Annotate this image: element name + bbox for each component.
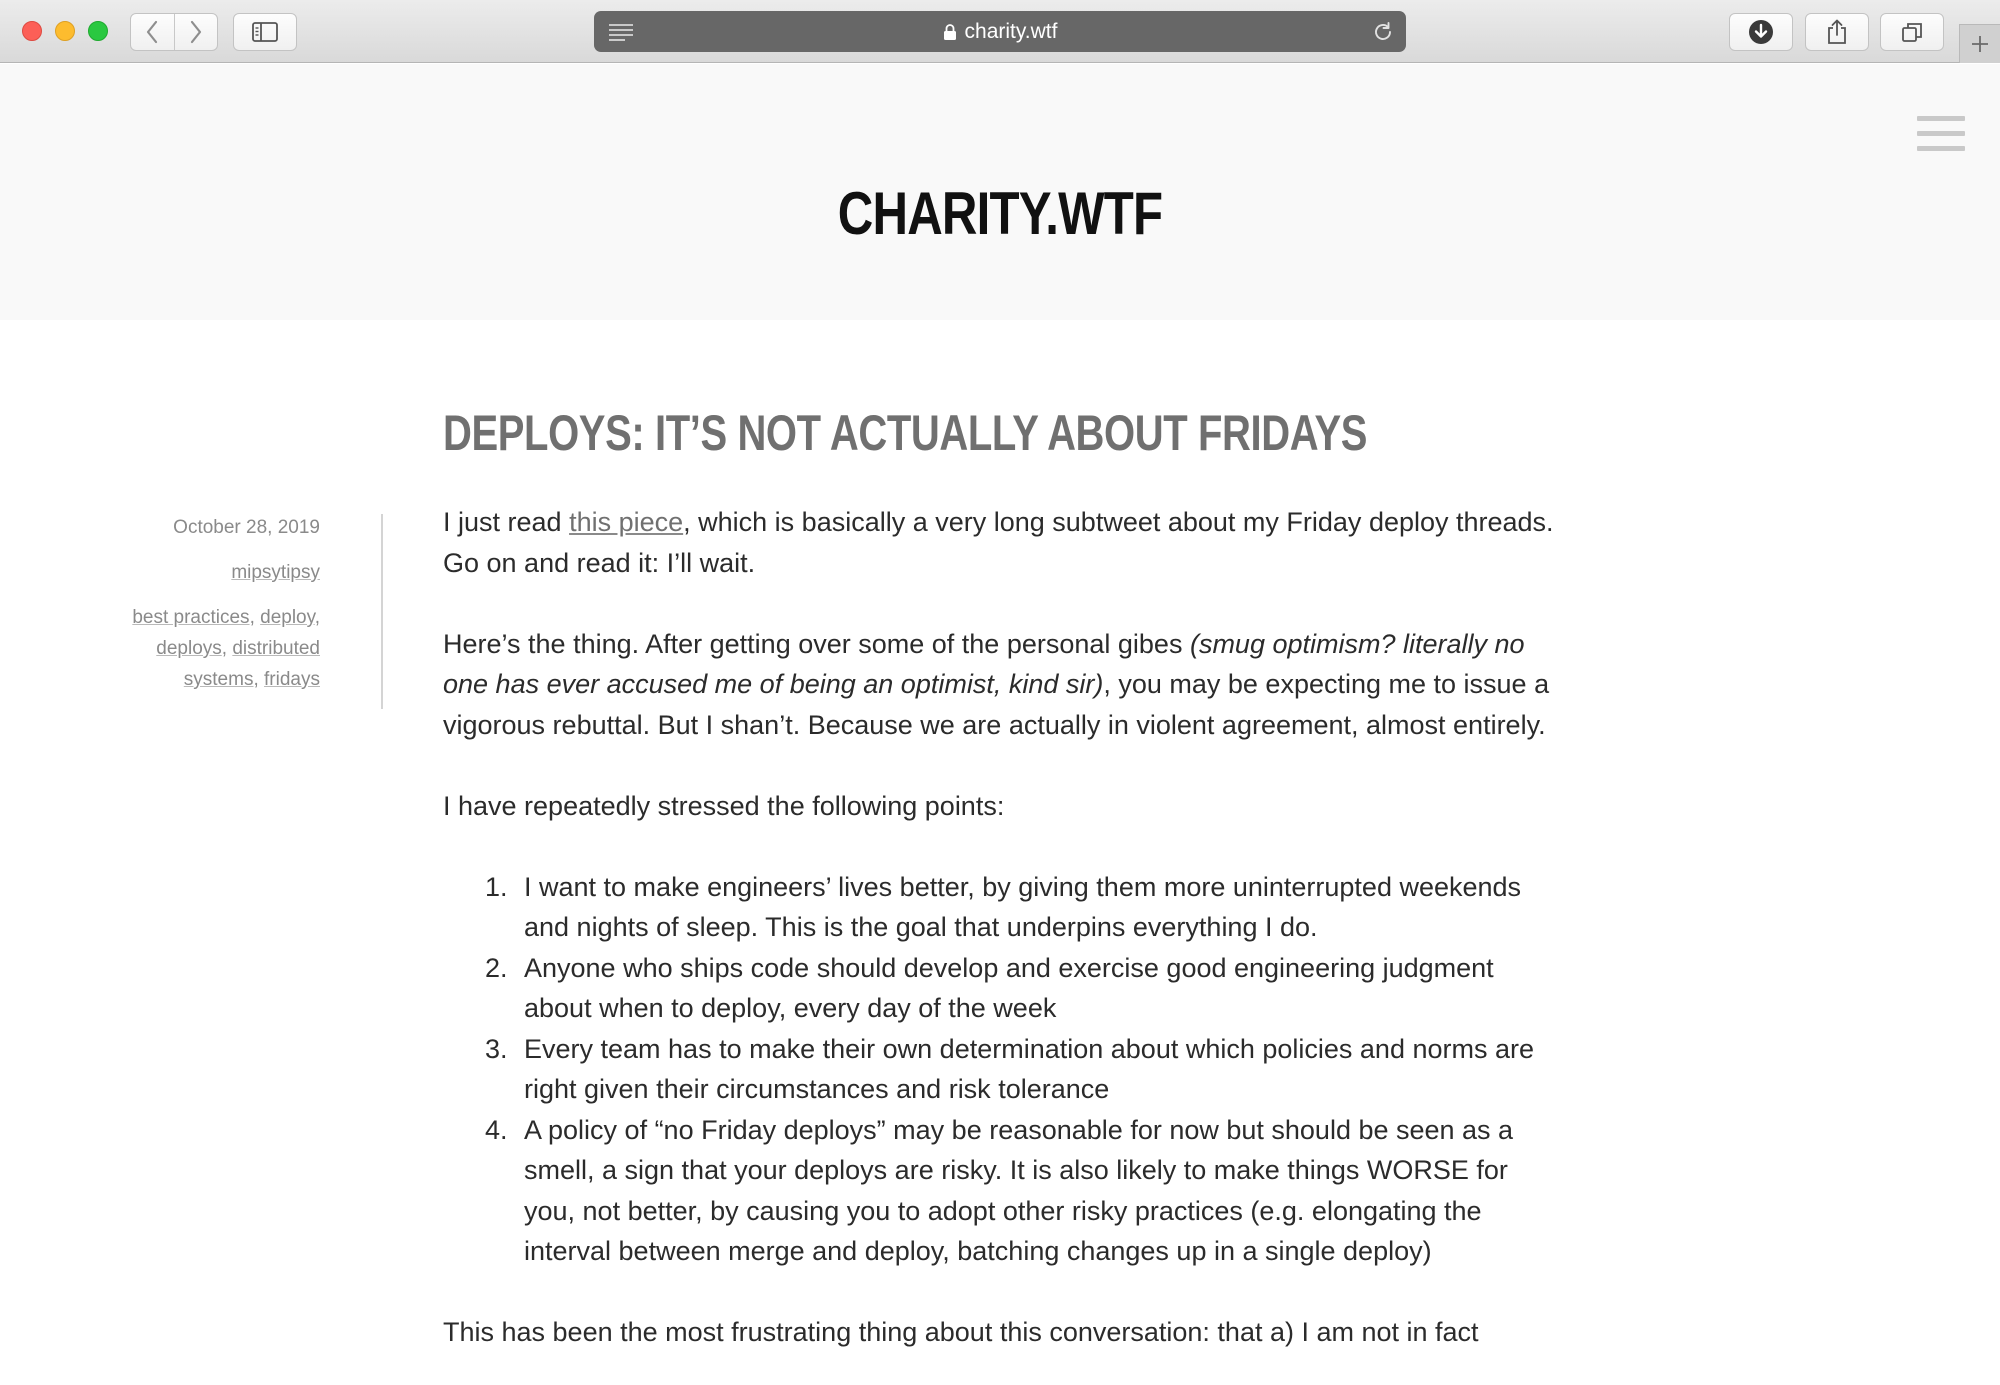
site-title[interactable]: CHARITY.WTF: [837, 180, 1163, 247]
url-text: charity.wtf: [964, 19, 1058, 43]
url-display[interactable]: [594, 11, 1406, 52]
download-icon: [1748, 19, 1774, 45]
points-list: [443, 867, 1555, 1272]
browser-toolbar: [0, 0, 2000, 63]
sidebar-button[interactable]: [233, 13, 297, 51]
meta-divider: [381, 514, 383, 709]
plus-icon: [1970, 34, 1990, 54]
maximize-window-button[interactable]: [88, 21, 108, 41]
list-item: 4. A policy of “no Friday deploys” may be reasonable for now but should be seen as a smell, a sign that your deploys are risky. It is also likely to make things WORSE for you, not better, by causing you to adopt other risky practices (e.g. elongating the interval between merge and deploy, batching changes up in a single deploy): [485, 1114, 1514, 1266]
post-date: October 28, 2019: [173, 517, 320, 538]
tag-link[interactable]: distributed systems: [183, 638, 320, 690]
post-title: DEPLOYS: IT’S NOT ACTUALLY ABOUT FRIDAYS: [443, 405, 1368, 461]
post-author-link[interactable]: mipsytipsy: [231, 562, 320, 583]
share-button[interactable]: [1805, 13, 1869, 51]
this-piece-link[interactable]: this piece: [569, 507, 684, 537]
hamburger-icon: [1917, 116, 1965, 121]
tag-link[interactable]: deploys: [156, 638, 222, 659]
address-bar[interactable]: [594, 11, 1406, 52]
chevron-left-icon: [145, 20, 159, 44]
lock-icon: [943, 23, 957, 41]
new-tab-button[interactable]: [1959, 24, 2000, 63]
paragraph: I have repeatedly stressed the following points:: [443, 790, 1005, 821]
list-item: 1. I want to make engineers’ lives better, by giving them more uninterrupted weekends and nights of sleep. This is the goal that underpins everything I do.: [485, 871, 1522, 942]
minimize-window-button[interactable]: [55, 21, 75, 41]
paragraph: I just read this piece, which is basically a very long subtweet about my Friday deploy threads. Go on and read it: I’ll wait.: [443, 507, 1554, 578]
paragraph: Here’s the thing. After getting over some of the personal gibes (smug optimism? literally no one has ever accused me of being an optimist, kind sir), you may be expecting me to issue a vigorous rebuttal. But I shan’t. Because we are actually in violent agreement, almost entirely.: [443, 628, 1550, 740]
back-button[interactable]: [131, 14, 174, 50]
list-item: 3. Every team has to make their own determination about which policies and norms are right given their circumstances and risk tolerance: [485, 1033, 1535, 1104]
tabs-icon: [1901, 21, 1923, 43]
site-header: [0, 64, 2000, 320]
post-meta: [100, 512, 320, 695]
post-tags: best practices, deploy, deploys, distributed systems, fridays: [132, 607, 320, 690]
downloads-button[interactable]: [1729, 13, 1793, 51]
post-content: [443, 502, 1555, 1385]
paragraph: This has been the most frustrating thing about this conversation: that a) I am not in fact: [443, 1317, 1479, 1347]
tag-link[interactable]: best practices: [132, 607, 250, 628]
close-window-button[interactable]: [22, 21, 42, 41]
menu-toggle-button[interactable]: [1917, 116, 1965, 156]
share-icon: [1826, 19, 1848, 45]
list-item: 2. Anyone who ships code should develop and exercise good engineering judgment about when to deploy, every day of the week: [485, 952, 1494, 1023]
navigation-buttons: [130, 13, 218, 51]
reload-icon[interactable]: [1372, 21, 1394, 43]
sidebar-icon: [252, 22, 278, 42]
chevron-right-icon: [189, 20, 203, 44]
tag-link[interactable]: fridays: [264, 669, 320, 690]
forward-button[interactable]: [174, 14, 217, 50]
tag-link[interactable]: deploy: [260, 607, 315, 628]
show-tabs-button[interactable]: [1880, 13, 1944, 51]
